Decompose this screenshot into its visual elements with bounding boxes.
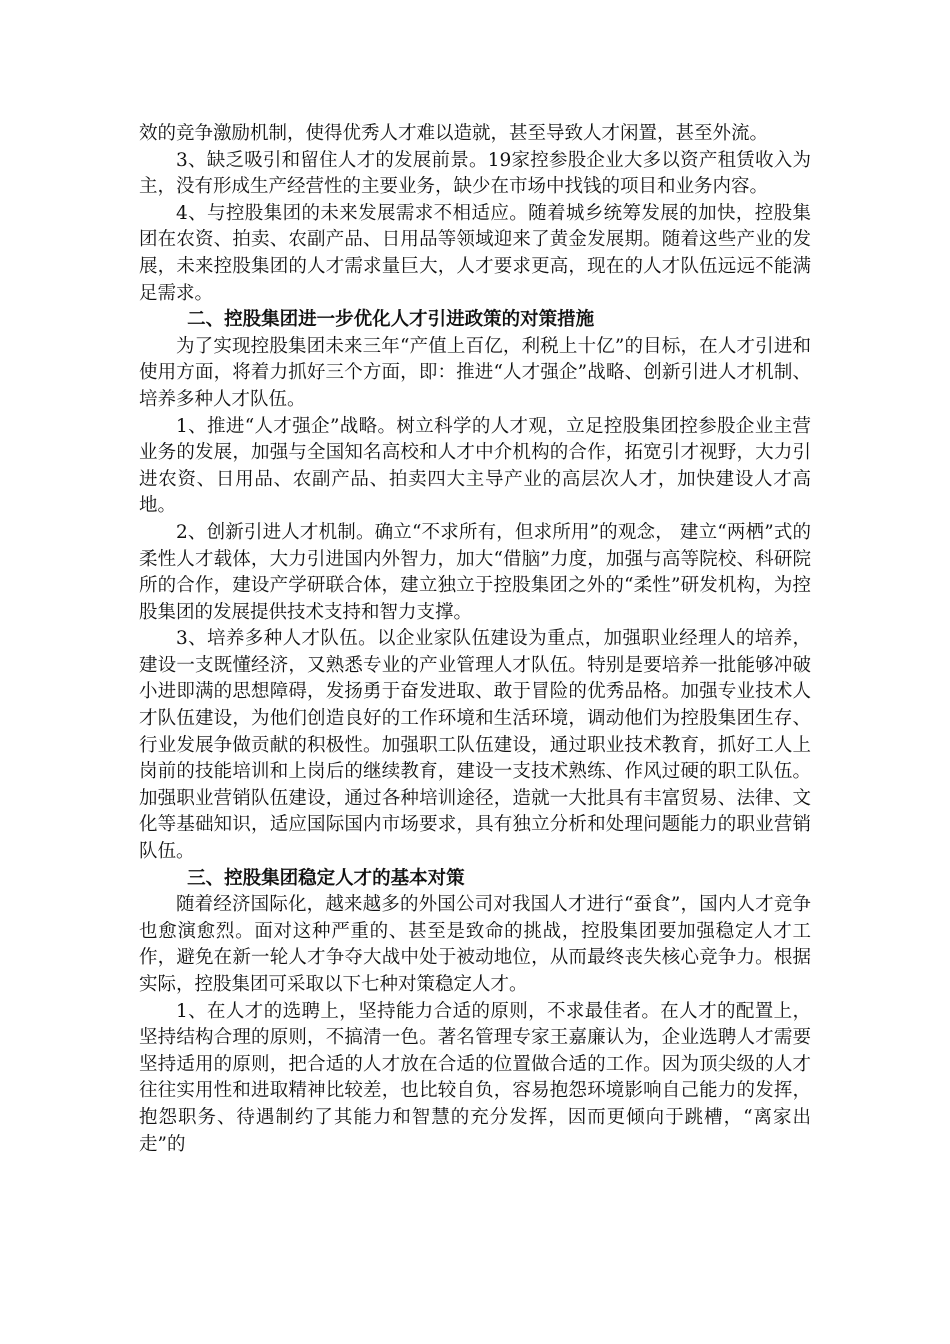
paragraph: 效的竞争激励机制，使得优秀人才难以造就，甚至导致人才闲置，甚至外流。 <box>139 123 769 144</box>
section-heading: 二、控股集团进一步优化人才引进政策的对策措施 <box>187 309 595 331</box>
paragraph: 3、培养多种人才队伍。以企业家队伍建设为重点，加强职业经理人的培养，建设一支既懂经济，又熟悉专业的产业管理人才队伍。特别是要培养一批能够冲破小进即满的思想障碍，发扬勇于奋发进取、敢于冒险的优秀品格。加强专业技术人才队伍建设，为他们创造良好的工作环境和生活环境，调动他们为控股集团生存、行业发展争做贡献的积极性。加强职工队伍建设，通过职业技术教育，抓好工人上岗前的技能培训和上岗后的继续教育，建设一支技术熟练、作风过硬的职工队伍。加强职业营销队伍建设，通过各种培训途径，造就一大批具有丰富贸易、法律、文化等基础知识，适应国际国内市场要求，具有独立分析和处理问题能力的职业营销队伍。 <box>139 628 811 863</box>
paragraph: 4、与控股集团的未来发展需求不相适应。随着城乡统筹发展的加快，控股集团在农资、拍卖、农副产品、日用品等领域迎来了黄金发展期。随着这些产业的发展，未来控股集团的人才需求量巨大，人才要求更高，现在的人才队伍远远不能满足需求。 <box>139 202 811 304</box>
paragraph: 为了实现控股集团未来三年“产值上百亿，利税上十亿”的目标，在人才引进和使用方面，将着力抓好三个方面，即：推进“人才强企”战略、创新引进人才机制、培养多种人才队伍。 <box>139 335 811 410</box>
section-heading: 三、控股集团稳定人才的基本对策 <box>187 867 465 889</box>
paragraph: 3、缺乏吸引和留住人才的发展前景。19家控参股企业大多以资产租赁收入为主，没有形成生产经营性的主要业务，缺少在市场中找钱的项目和业务内容。 <box>139 149 811 198</box>
document-body <box>139 121 811 1158</box>
paragraph: 2、创新引进人才机制。确立“不求所有，但求所用”的观念， 建立“两栖”式的柔性人才载体，大力引进国内外智力，加大“借脑”力度，加强与高等院校、科研院所的合作，建设产学研联合体，建立独立于控股集团之外的“柔性”研发机构，为控股集团的发展提供技术支持和智力支撑。 <box>139 521 811 623</box>
paragraph: 随着经济国际化，越来越多的外国公司对我国人才进行“蚕食”，国内人才竞争也愈演愈烈。面对这种严重的、甚至是致命的挑战，控股集团要加强稳定人才工作，避免在新一轮人才争夺大战中处于被动地位，从而最终丧失核心竞争力。根据实际，控股集团可采取以下七种对策稳定人才。 <box>139 894 811 995</box>
paragraph: 1、在人才的选聘上，坚持能力合适的原则，不求最佳者。在人才的配置上，坚持结构合理的原则，不搞清一色。著名管理专家王嘉廉认为，企业选聘人才需要坚持适用的原则，把合适的人才放在合适的位置做合适的工作。因为顶尖级的人才往往实用性和进取精神比较差，也比较自负，容易抱怨环境影响自己能力的发挥，抱怨职务、待遇制约了其能力和智慧的充分发挥，因而更倾向于跳槽，“离家出走”的 <box>139 1000 811 1155</box>
paragraph: 1、推进“人才强企”战略。树立科学的人才观，立足控股集团控参股企业主营业务的发展，加强与全国知名高校和人才中介机构的合作，拓宽引才视野，大力引进农资、日用品、农副产品、拍卖四大主导产业的高层次人才，加快建设人才高地。 <box>139 415 811 517</box>
